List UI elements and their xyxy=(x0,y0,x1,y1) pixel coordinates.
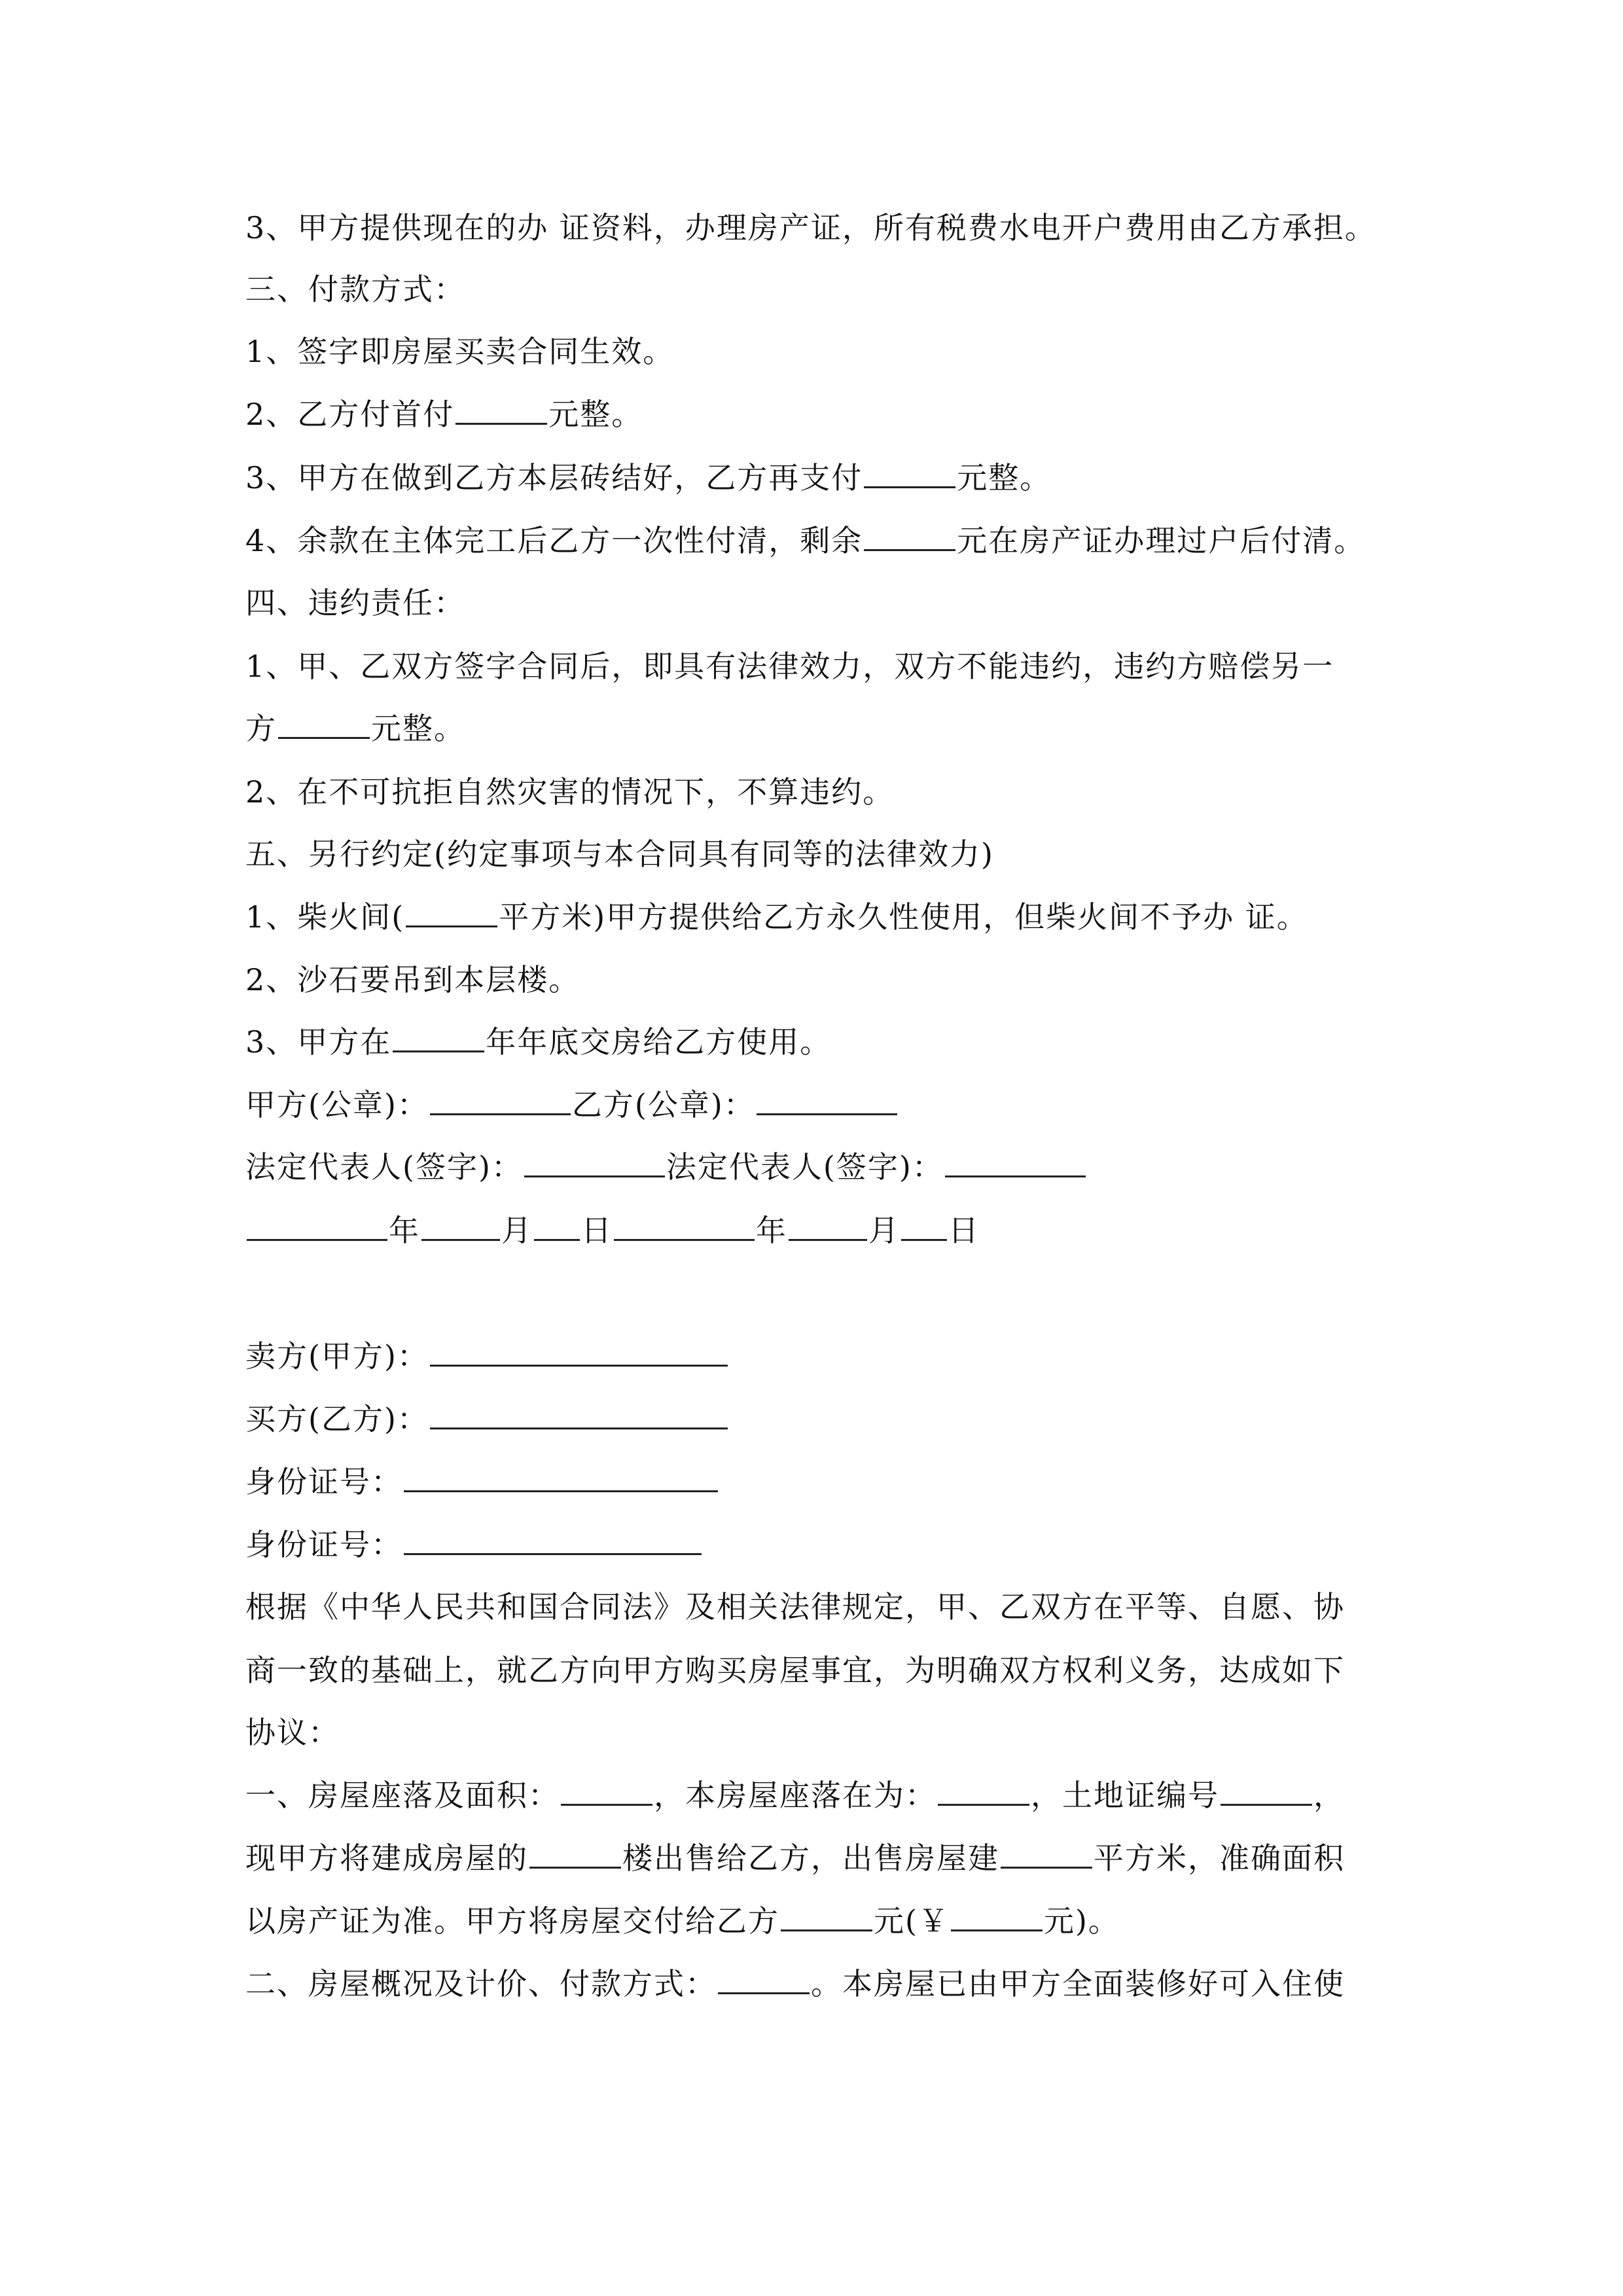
other-clause-3: 3、甲方在 年年底交房给乙方使用。 xyxy=(245,1024,832,1060)
blank-field[interactable] xyxy=(393,1024,484,1052)
id-number-field[interactable] xyxy=(404,1527,702,1555)
blank-field[interactable] xyxy=(718,1966,810,1994)
blank-field[interactable] xyxy=(1001,1840,1092,1869)
section-heading-other: 五、另行约定(约定事项与本合同具有同等的法律效力) xyxy=(245,836,994,872)
day-field[interactable] xyxy=(534,1213,580,1241)
section-heading-payment: 三、付款方式： xyxy=(245,272,465,307)
blank-field[interactable] xyxy=(951,1903,1043,1931)
blank-field[interactable] xyxy=(529,1840,621,1869)
article-1-line-1: 一、房屋座落及面积： ，本房屋座落在为： ，土地证编号 ， xyxy=(245,1778,1345,1813)
other-clause-1: 1、柴火间( 平方米)甲方提供给乙方永久性使用，但柴火间不予办 证。 xyxy=(245,899,1308,935)
party-a-signature-field[interactable] xyxy=(524,1149,665,1177)
preamble-line-2: 商一致的基础上，就乙方向甲方购买房屋事宜，为明确双方权利义务，达成如下 xyxy=(245,1653,1345,1688)
blank-field[interactable] xyxy=(1221,1778,1312,1806)
payment-clause-3: 3、甲方在做到乙方本层砖结好，乙方再支付 元整。 xyxy=(245,460,1052,495)
representative-line: 法定代表人(签字)： 法定代表人(签字)： xyxy=(245,1147,1087,1187)
month-field[interactable] xyxy=(421,1213,500,1241)
seller-id-line: 身份证号： xyxy=(245,1462,719,1501)
other-clause-2: 2、沙石要吊到本层楼。 xyxy=(245,962,580,997)
blank-field[interactable] xyxy=(938,1778,1029,1806)
seal-line: 甲方(公章)： 乙方(公章)： xyxy=(245,1085,899,1124)
date-line: 年 月 日 年 月 日 xyxy=(245,1211,980,1250)
seller-line: 卖方(甲方)： xyxy=(245,1336,729,1376)
article-1-line-3: 以房产证为准。甲方将房屋交付给乙方 元(￥ 元)。 xyxy=(245,1903,1120,1939)
article-2-line-1: 二、房屋概况及计价、付款方式： 。本房屋已由甲方全面装修好可入住使 xyxy=(245,1966,1345,2001)
party-b-signature-field[interactable] xyxy=(945,1149,1086,1177)
buyer-field[interactable] xyxy=(430,1401,728,1429)
clause-3-certificate: 3、甲方提供现在的办 证资料，办理房产证，所有税费水电开户费用由乙方承担。 xyxy=(245,210,1376,245)
id-number-field[interactable] xyxy=(404,1464,718,1492)
year-field[interactable] xyxy=(614,1213,755,1241)
section-heading-breach: 四、违约责任： xyxy=(245,585,465,620)
party-b-seal-field[interactable] xyxy=(757,1087,897,1115)
blank-field[interactable] xyxy=(278,711,370,739)
buyer-id-line: 身份证号： xyxy=(245,1525,703,1564)
day-field[interactable] xyxy=(901,1213,947,1241)
blank-field[interactable] xyxy=(864,460,955,488)
payment-clause-1: 1、签字即房屋买卖合同生效。 xyxy=(245,334,675,369)
buyer-line: 买方(乙方)： xyxy=(245,1399,729,1439)
payment-clause-2: 2、乙方付首付 元整。 xyxy=(245,397,643,432)
blank-field[interactable] xyxy=(561,1778,652,1806)
year-field[interactable] xyxy=(247,1213,387,1241)
blank-field[interactable] xyxy=(406,899,497,927)
breach-clause-1-cont: 方 元整。 xyxy=(245,711,465,746)
blank-field[interactable] xyxy=(781,1903,872,1931)
payment-clause-4: 4、余款在主体完工后乙方一次性付清，剩余 元在房产证办理过户后付清。 xyxy=(245,523,1366,558)
preamble-line-3: 协议： xyxy=(245,1715,340,1750)
blank-field[interactable] xyxy=(455,397,547,425)
preamble-line-1: 根据《中华人民共和国合同法》及相关法律规定，甲、乙双方在平等、自愿、协 xyxy=(245,1589,1345,1624)
party-a-seal-field[interactable] xyxy=(430,1087,571,1115)
article-1-line-2: 现甲方将建成房屋的 楼出售给乙方，出售房屋建 平方米，准确面积 xyxy=(245,1840,1345,1876)
month-field[interactable] xyxy=(789,1213,867,1241)
breach-clause-2: 2、在不可抗拒自然灾害的情况下，不算违约。 xyxy=(245,774,895,810)
seller-field[interactable] xyxy=(430,1338,728,1367)
breach-clause-1: 1、甲、乙双方签字合同后，即具有法律效力，双方不能违约，违约方赔偿另一 xyxy=(245,649,1334,684)
blank-field[interactable] xyxy=(864,523,955,551)
